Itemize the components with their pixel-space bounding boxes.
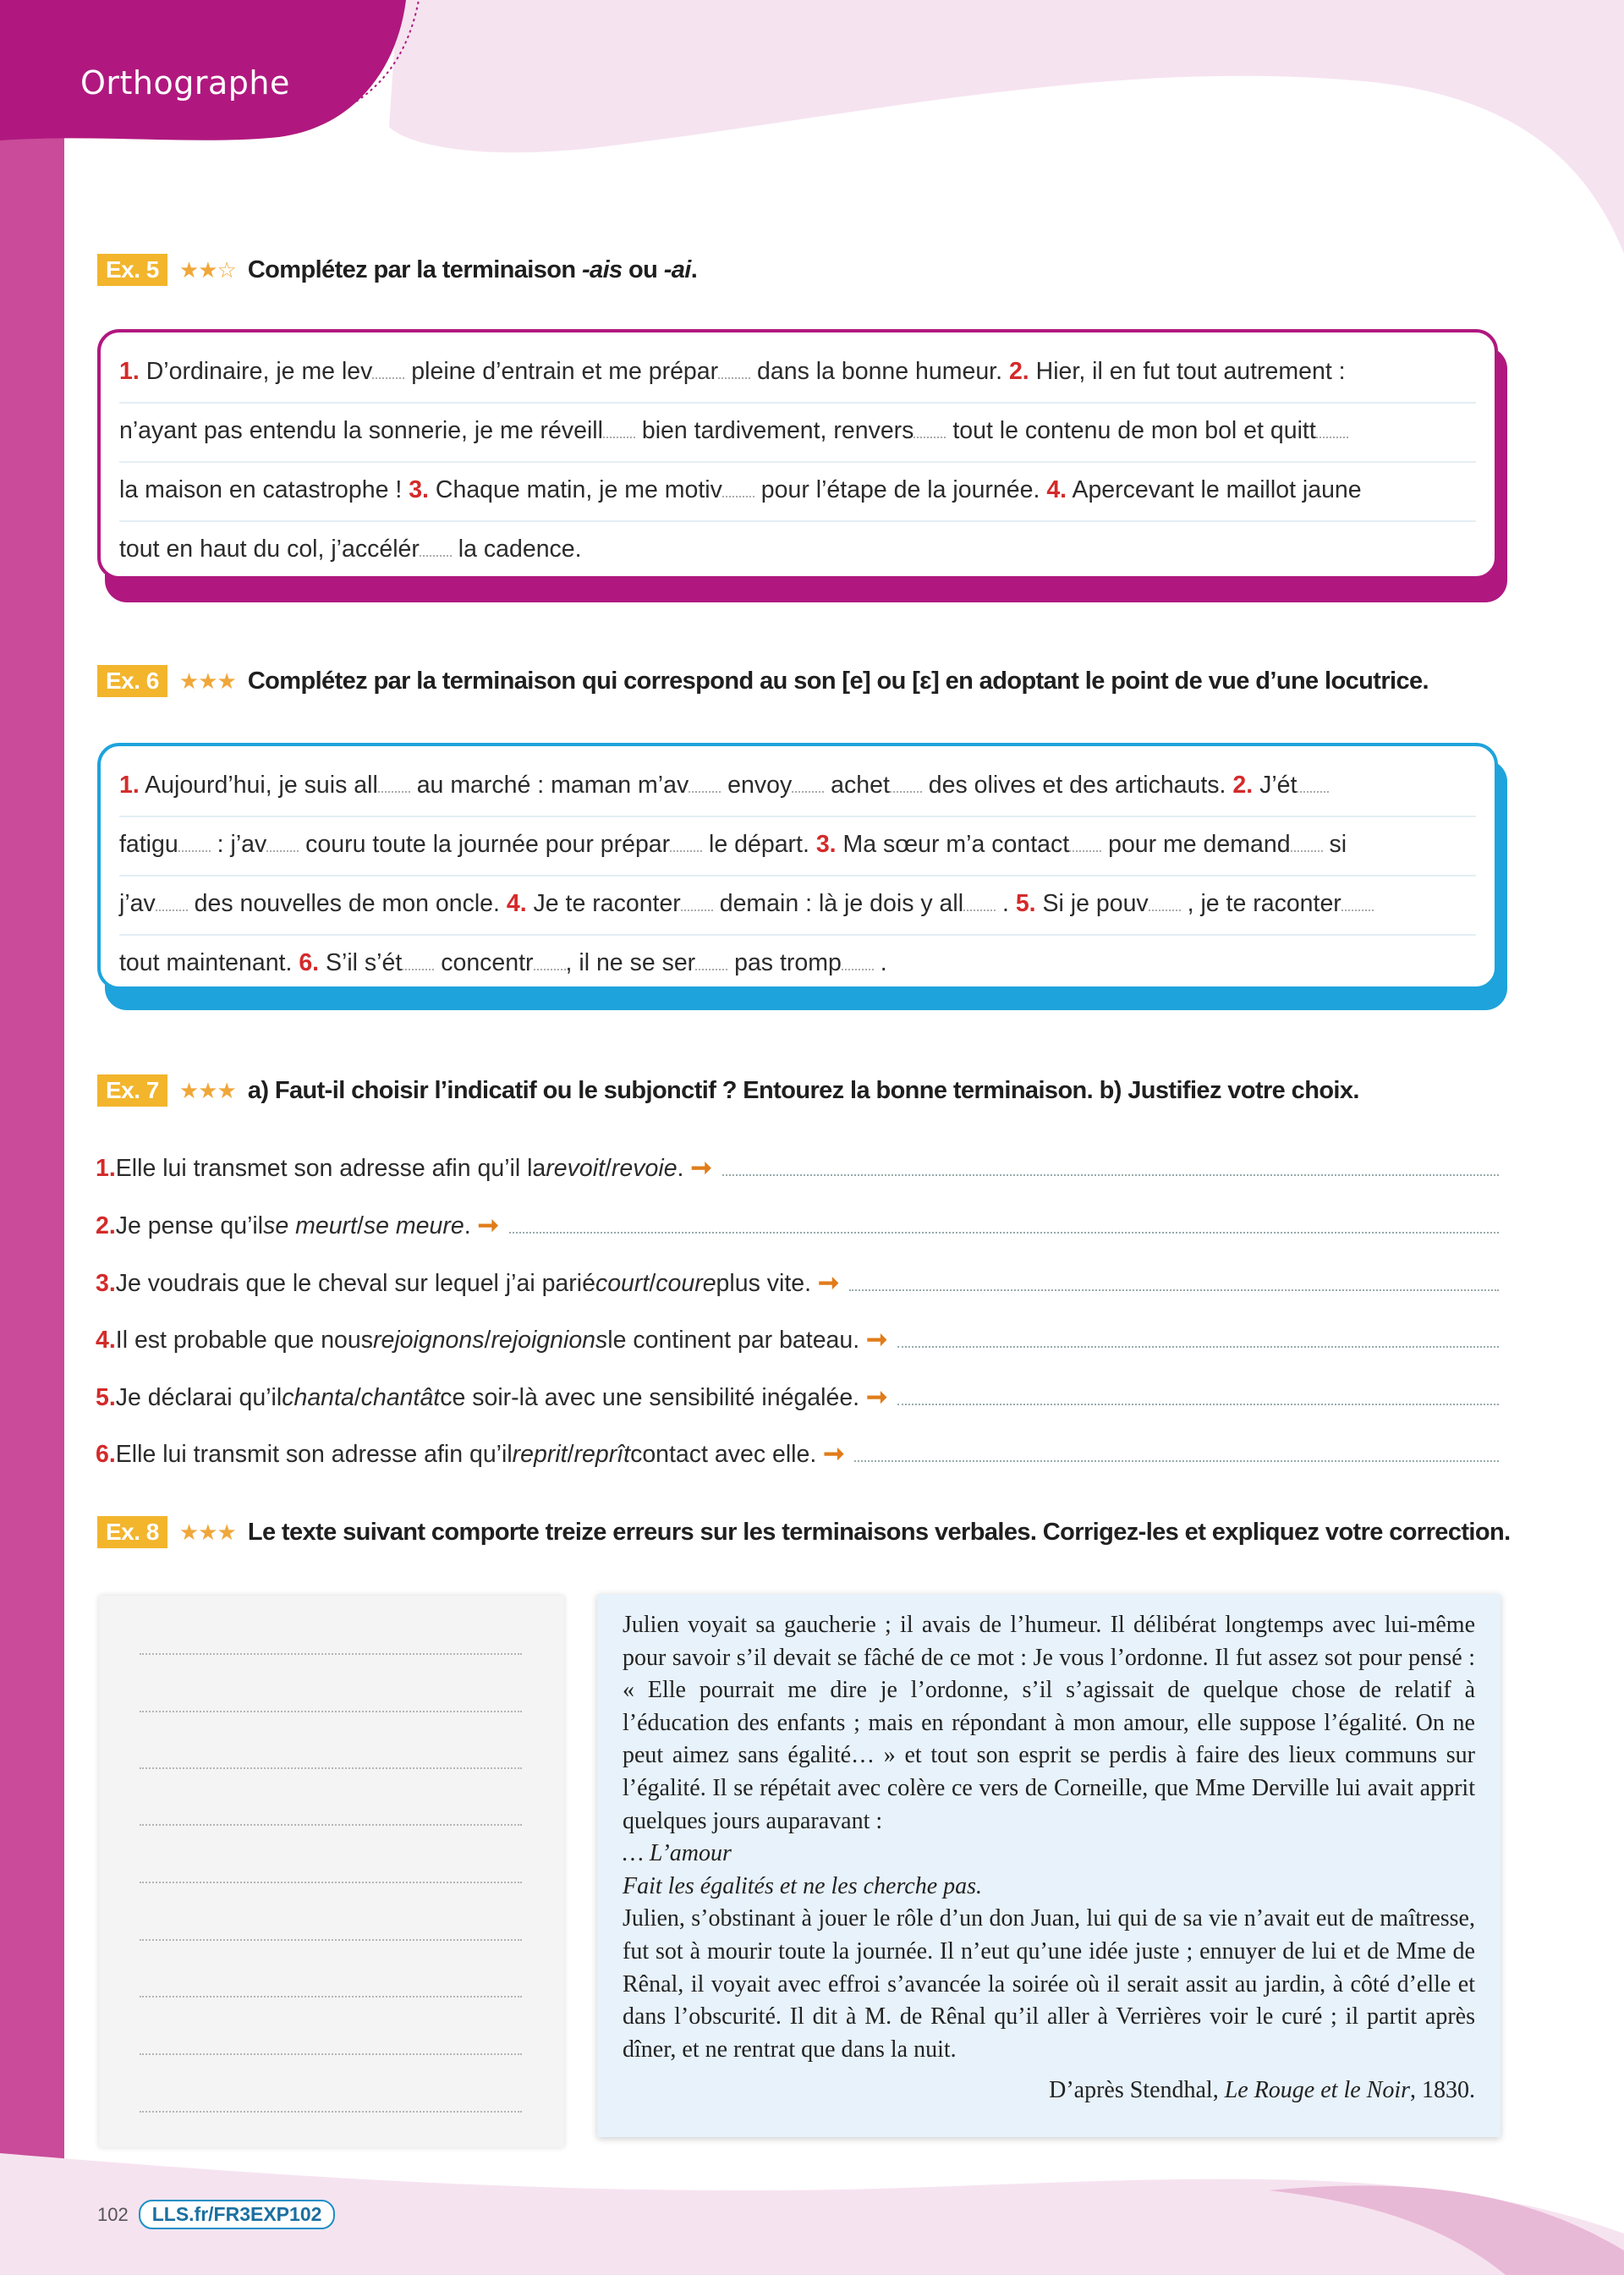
ex7-badge: Ex. 7 xyxy=(97,1074,167,1107)
ex7-item: 3. Je voudrais que le cheval sur lequel j’ai parié court / coure plus vite. ➞ xyxy=(96,1261,1499,1298)
ex8-header xyxy=(97,1516,1511,1548)
blank[interactable] xyxy=(1069,833,1101,852)
ex6-header xyxy=(97,665,1429,697)
blank[interactable] xyxy=(1341,893,1374,911)
arrow-icon: ➞ xyxy=(823,1440,845,1468)
writing-line[interactable] xyxy=(140,1824,522,1826)
writing-line[interactable] xyxy=(140,2053,522,2055)
blank[interactable] xyxy=(1149,893,1181,911)
choice-b[interactable]: reprît xyxy=(573,1441,631,1468)
blank[interactable] xyxy=(914,420,946,438)
answer-line[interactable] xyxy=(854,1460,1499,1462)
blank[interactable] xyxy=(689,774,721,793)
choice-a[interactable]: rejoignons xyxy=(373,1327,485,1354)
blank[interactable] xyxy=(402,952,434,970)
writing-line[interactable] xyxy=(140,1711,522,1712)
ex8-instruction: Le texte suivant comporte treize erreurs sur les terminaisons verbales. Corrigez-les et expliquez votre correction. xyxy=(247,1518,1511,1546)
ex5-stars: ★★☆ xyxy=(178,256,236,283)
text-paragraph-1: Julien voyait sa gaucherie ; il avais de l’humeur. Il délibérat longtemps avec lui-même pour savoir s’il devait se fâché de ce mot : Je vous l’ordonne. Il fut assez sot pour pensé : « Elle pourrait me dire je l’ordonne, s’il s’agissait de quelque chose de relatif à l’éducation des enfants ; mais en répondant à mon amour, elle suppose l’égalité. On ne peut aimez sans égalité… » et tout son esprit se perdis à faire des lieux communs sur l’égalité. Il se répétait avec colère ce vers de Corneille, que Mme Derville lui avait apprit quelques jours auparavant : xyxy=(623,1612,1475,1834)
arrow-icon: ➞ xyxy=(477,1212,499,1239)
section-title: Orthographe xyxy=(80,64,290,102)
blank[interactable] xyxy=(178,833,211,852)
choice-a[interactable]: chanta xyxy=(282,1384,354,1411)
blank[interactable] xyxy=(1316,420,1348,438)
ex6-lines xyxy=(119,758,1476,993)
writing-line[interactable] xyxy=(140,1653,522,1655)
blank[interactable] xyxy=(1297,774,1329,793)
verse-line-1: … L’amour xyxy=(623,1840,732,1867)
choice-a[interactable]: reprit xyxy=(512,1441,568,1468)
text-source: D’après Stendhal, Le Rouge et le Noir, 1830. xyxy=(1049,2077,1475,2104)
writing-line[interactable] xyxy=(140,1939,522,1941)
ex5-line-2: n’ayant pas entendu la sonnerie, je me réveill bien tardivement, renvers tout le contenu de mon bol et quitt xyxy=(119,404,1476,463)
choice-b[interactable]: se meure xyxy=(363,1212,464,1239)
ex6-line-3: j’av des nouvelles de mon oncle. 4. Je te raconter demain : là je dois y all . 5. Si je pouv , je te raconter xyxy=(119,876,1476,936)
blank[interactable] xyxy=(963,893,996,911)
choice-b[interactable]: coure xyxy=(656,1270,716,1297)
blank[interactable] xyxy=(842,952,874,970)
ex8-badge: Ex. 8 xyxy=(97,1516,167,1548)
ex6-box xyxy=(97,743,1498,990)
writing-line[interactable] xyxy=(140,1767,522,1769)
blank[interactable] xyxy=(722,479,754,497)
blank[interactable] xyxy=(603,420,635,438)
ex5-lines xyxy=(119,344,1476,580)
ex7-item: 1. Elle lui transmet son adresse afin qu’il la revoit / revoie . ➞ xyxy=(96,1146,1499,1183)
ex5-badge: Ex. 5 xyxy=(97,254,167,286)
blank[interactable] xyxy=(372,360,404,379)
ex6-instruction: Complétez par la terminaison qui correspond au son [e] ou [ɛ] en adoptant le point de vue d’une locutrice. xyxy=(247,667,1429,695)
footer xyxy=(97,2200,335,2229)
blank[interactable] xyxy=(534,952,566,970)
ex6-line-1: 1. Aujourd’hui, je suis all au marché : maman m’av envoy achet des olives et des artichauts. 2. J’ét xyxy=(119,758,1476,817)
arrow-icon: ➞ xyxy=(818,1269,840,1297)
arrow-icon: ➞ xyxy=(866,1326,888,1354)
blank[interactable] xyxy=(420,538,452,557)
answer-line[interactable] xyxy=(849,1289,1499,1291)
ex7-item: 2. Je pense qu’il se meurt / se meure . ➞ xyxy=(96,1203,1499,1240)
ex7-item: 6. Elle lui transmit son adresse afin qu’il reprit / reprît contact avec elle. ➞ xyxy=(96,1431,1499,1469)
blank[interactable] xyxy=(156,893,188,911)
top-right-wave xyxy=(389,0,1624,254)
choice-b[interactable]: chantât xyxy=(360,1384,441,1411)
blank[interactable] xyxy=(718,360,750,379)
verse-line-2: Fait les égalités et ne les cherche pas. xyxy=(623,1872,983,1899)
page-number: 102 xyxy=(97,2203,129,2225)
stendhal-text-box xyxy=(597,1594,1501,2137)
ex7-stars: ★★★ xyxy=(178,1077,236,1103)
answer-line[interactable] xyxy=(897,1404,1499,1405)
answer-line[interactable] xyxy=(722,1174,1499,1176)
writing-line[interactable] xyxy=(140,2111,522,2113)
choice-a[interactable]: revoit xyxy=(546,1155,605,1182)
blank[interactable] xyxy=(670,833,702,852)
blank[interactable] xyxy=(681,893,713,911)
ex7-item: 4. Il est probable que nous rejoignons / rejoignions le continent par bateau. ➞ xyxy=(96,1317,1499,1355)
ex7-item: 5. Je déclarai qu’il chanta / chantât ce soir-là avec une sensibilité inégalée. ➞ xyxy=(96,1375,1499,1412)
ex6-line-4: tout maintenant. 6. S’il s’ét concentr , il ne se ser pas tromp . xyxy=(119,949,887,976)
arrow-icon: ➞ xyxy=(690,1154,712,1182)
notepad xyxy=(99,1596,564,2147)
ex7-header xyxy=(97,1074,1359,1107)
arrow-icon: ➞ xyxy=(866,1383,888,1411)
ex5-line-3: la maison en catastrophe ! 3. Chaque matin, je me motiv pour l’étape de la journée. 4. Apercevant le maillot jaune xyxy=(119,463,1476,522)
choice-b[interactable]: revoie xyxy=(611,1155,678,1182)
blank[interactable] xyxy=(1291,833,1323,852)
ex6-badge: Ex. 6 xyxy=(97,665,167,697)
blank[interactable] xyxy=(695,952,727,970)
ex5-line-1: 1. D’ordinaire, je me lev pleine d’entrain et me prépar dans la bonne humeur. 2. Hier, il en fut tout autrement : xyxy=(119,344,1476,404)
blank[interactable] xyxy=(792,774,824,793)
web-link[interactable]: LLS.fr/FR3EXP102 xyxy=(139,2200,336,2229)
ex5-box xyxy=(97,329,1498,580)
ex8-stars: ★★★ xyxy=(178,1519,236,1545)
writing-line[interactable] xyxy=(140,1996,522,1997)
choice-a[interactable]: court xyxy=(595,1270,650,1297)
writing-line[interactable] xyxy=(140,1882,522,1883)
choice-a[interactable]: se meurt xyxy=(263,1212,357,1239)
ex5-header xyxy=(97,254,697,286)
text-paragraph-2: Julien, s’obstinant à jouer le rôle d’un don Juan, lui qui de sa vie n’avait eut de maîtresse, fut sot à mourir toute la journée. Il n’eut qu’une idée juste ; ennuyer de lui et de Mme de Rênal, il voyait avec effroi s’avancée la soirée où il serait assit au jardin, à côté d’elle et dans l’obscurité. Il dit à M. de Rênal qu’il aller à Verrières voir le curé ; il partit après dîner, et ne rentrat que dans la nuit. xyxy=(623,1905,1475,2063)
blank[interactable] xyxy=(378,774,410,793)
ex7-instruction: a) Faut-il choisir l’indicatif ou le subjonctif ? Entourez la bonne terminaison. b) Justifiez votre choix. xyxy=(247,1076,1359,1104)
blank[interactable] xyxy=(266,833,299,852)
answer-line[interactable] xyxy=(897,1346,1499,1348)
blank[interactable] xyxy=(890,774,922,793)
left-stripe xyxy=(0,127,64,2275)
ex6-stars: ★★★ xyxy=(178,668,236,694)
ex6-line-2: fatigu : j’av couru toute la journée pour prépar le départ. 3. Ma sœur m’a contact pour me demand si xyxy=(119,817,1476,876)
ex5-line-4: tout en haut du col, j’accélér la cadence. xyxy=(119,536,582,563)
choice-b[interactable]: rejoignions xyxy=(491,1327,608,1354)
ex5-instruction: Complétez par la terminaison -ais ou -ai. xyxy=(247,256,698,283)
answer-line[interactable] xyxy=(509,1232,1499,1234)
